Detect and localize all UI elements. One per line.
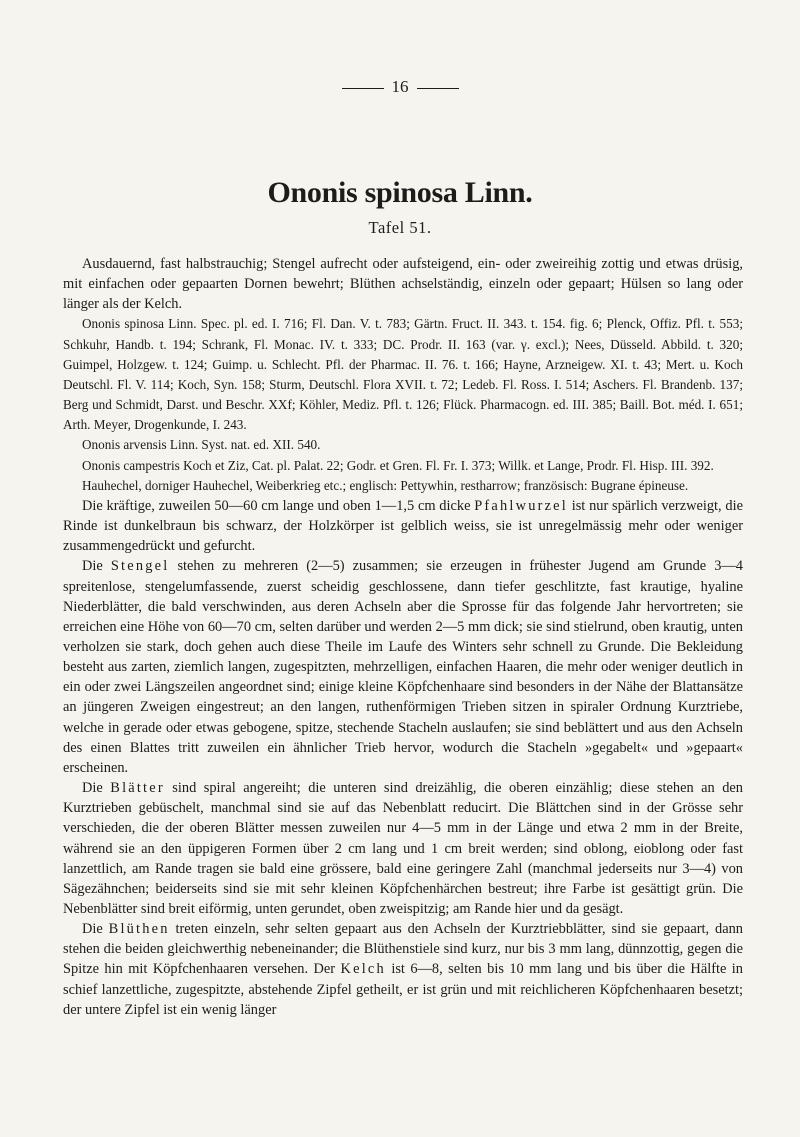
root-text: ist nur spärlich verzweigt, die Rinde ist dunkelbraun bis schwarz, der Holzkörper ist gelblich weiss, sie ist unregelmässig mehr oder weniger zusammengedrückt und gefurcht. [63,497,743,555]
stem-text: stehen zu mehreren (2—5) zusammen; sie erzeugen in frühester Jugend am Grunde 3—4 spreitenlose, stengelumfassende, zuerst scheidig geschlossene, dann tiefer geschlitzte, fast krautige, hyaline Niederblätter, die bald verschwinden, aus deren Achseln aber die Sprosse für das folgende Jahr hervortreten; sie erreichen eine Höhe von 60—70 cm, selten darüber und werden 2—5 mm dick; sie sind stielrund, oben krautig, unten verholzen sie stark, doch gehen auch diese Theile im Laufe des Winters sehr schnell zu Grunde. Die Bekleidung besteht aus zarten, ziemlich langen, zugespitzten, mehrzelligen, einfachen Haaren, die mehr oder weniger deutlich in ein oder zwei Längszeilen angeordnet sind; einige kleine Köpfchenhaare sind besonders in der Nähe der Blattansätze an jüngeren Zweigen eingestreut; an den langen, ruthenförmigen Trieben sitzen in spiraler Ordnung Kurztriebe, welche in gerade oder etwas gebogene, spitze, stechende Stacheln auslaufen; sie sind beblättert und aus den Achseln des einen Blattes tritt zuweilen ein ähnlicher Trieb hervor, wodurch die Stacheln »gegabelt« und »gepaart« erscheinen. [63,558,743,776]
flowers-text-start: Die [82,921,109,938]
page-number-dash-right [417,88,459,89]
page-number-dash-left [342,88,384,89]
body-text [63,254,743,1020]
flowers-paragraph [63,919,743,1020]
root-text-start: Die kräftige, zuweilen 50—60 cm lange und oben 1—1,5 cm dicke [82,497,475,514]
calyx-text: ist 6—8, selten bis 10 mm lang und bis über die Hälfte in schief lanzettliche, zugespitzte, abstehende Zipfel getheilt, er ist grün und mit reichlicheren Köpfchenhaaren besetzt; der untere Zipfel ist ein wenig länger [63,961,744,1018]
stem-paragraph [63,556,743,778]
synonymy-paragraph: Ononis campestris Koch et Ziz, Cat. pl. Palat. 22; Godr. et Gren. Fl. Fr. I. 373; Willk. et Lange, Prodr. Fl. Hisp. III. 392. [82,457,714,473]
flowers-term: Blüthen [108,921,170,938]
leaves-text-start: Die [82,780,111,797]
leaves-text: sind spiral angereiht; die unteren sind dreizählig, die oberen einzählig; diese stehen an den Kurztrieben gebüschelt, manchmal sind sie auf das Nebenblatt reducirt. Die Blättchen sind in der Grösse sehr verschieden, die der oberen Blätter messen zuweilen nur 4—5 mm in der Länge und etwa 2 mm in der Breite, während sie an den üppigeren Formen über 2 cm lang und 1 cm breit werden; sind oblong, eioblong oder fast lanzettlich, am Rande tragen sie bald eine grössere, bald eine geringere Zahl (manchmal jederseits nur 3—4) von Sägezähnchen; beiderseits sind sie mit sehr kleinen Köpfchenhärchen bestreut; ihre Farbe ist gesättigt grün. Die Nebenblätter sind breit eiförmig, unten gerundet, oben zweispitzig; am Rande hier und da gesägt. [63,780,743,917]
leaves-term: Blätter [110,780,165,797]
species-description: Ausdauernd, fast halbstrauchig; Stengel aufrecht oder aufsteigend, ein- oder zweireihig zottig und etwas drüsig, mit einfachen oder gepaarten Dornen bewehrt; Blüthen achselständig, einzeln oder gepaart; Hülsen so lang oder länger als der Kelch. [63,256,743,313]
calyx-term: Kelch [340,961,386,978]
common-names-paragraph: Hauhechel, dorniger Hauhechel, Weiberkrieg etc.; englisch: Pettywhin, restharrow; französisch: Bugrane épineuse. [82,477,689,493]
stem-text-start: Die [82,558,111,575]
stem-term: Stengel [110,558,170,575]
root-term: Pfahlwurzel [474,497,568,514]
synonymy-paragraph: Ononis arvensis Linn. Syst. nat. ed. XII. 540. [82,437,321,453]
plate-reference: Tafel 51. [368,218,432,237]
flowers-text: treten einzeln, sehr selten gepaart aus den Achseln der Kurztriebblätter, sind sie gepaart, dann stehen die beiden gleichwerthig nebeneinander; die Blüthenstiele sind kurz, nur bis 3 mm lang, dünnzottig, gegen die Spitze hin mit Köpfchenhaaren versehen. Der [63,921,743,978]
synonymy-block [63,314,743,495]
page-number-text: 16 [391,77,409,96]
root-paragraph [63,496,743,556]
page-number [0,77,800,97]
synonymy-paragraph: Ononis spinosa Linn. Spec. pl. ed. I. 716; Fl. Dan. V. t. 783; Gärtn. Fruct. II. 343. t. 154. fig. 6; Plenck, Offiz. Pfl. t. 553; Schkuhr, Handb. t. 194; Schrank, Fl. Monac. IV. t. 333; DC. Prodr. II. 163 (var. γ. excl.); Nees, Düsseld. Abbild. t. 320; Guimpel, Holzgew. t. 124; Guimp. u. Schlecht. Pfl. der Pharmac. II. 76. t. 166; Hayne, Arzneigew. XI. t. 43; Mert. u. Koch Deutschl. Fl. V. 114; Koch, Syn. 158; Sturm, Deutschl. Flora XVII. t. 72; Ledeb. Fl. Ross. I. 514; Aschers. Fl. Brandenb. 137; Berg und Schmidt, Darst. und Beschr. XXf; Köhler, Mediz. Pfl. t. 126; Flück. Pharmacogn. ed. III. 385; Baill. Bot. méd. I. 651; Arth. Meyer, Drogenkunde, I. 243. [63,316,743,433]
leaves-paragraph [63,778,743,919]
species-title: Ononis spinosa Linn. [267,176,533,209]
